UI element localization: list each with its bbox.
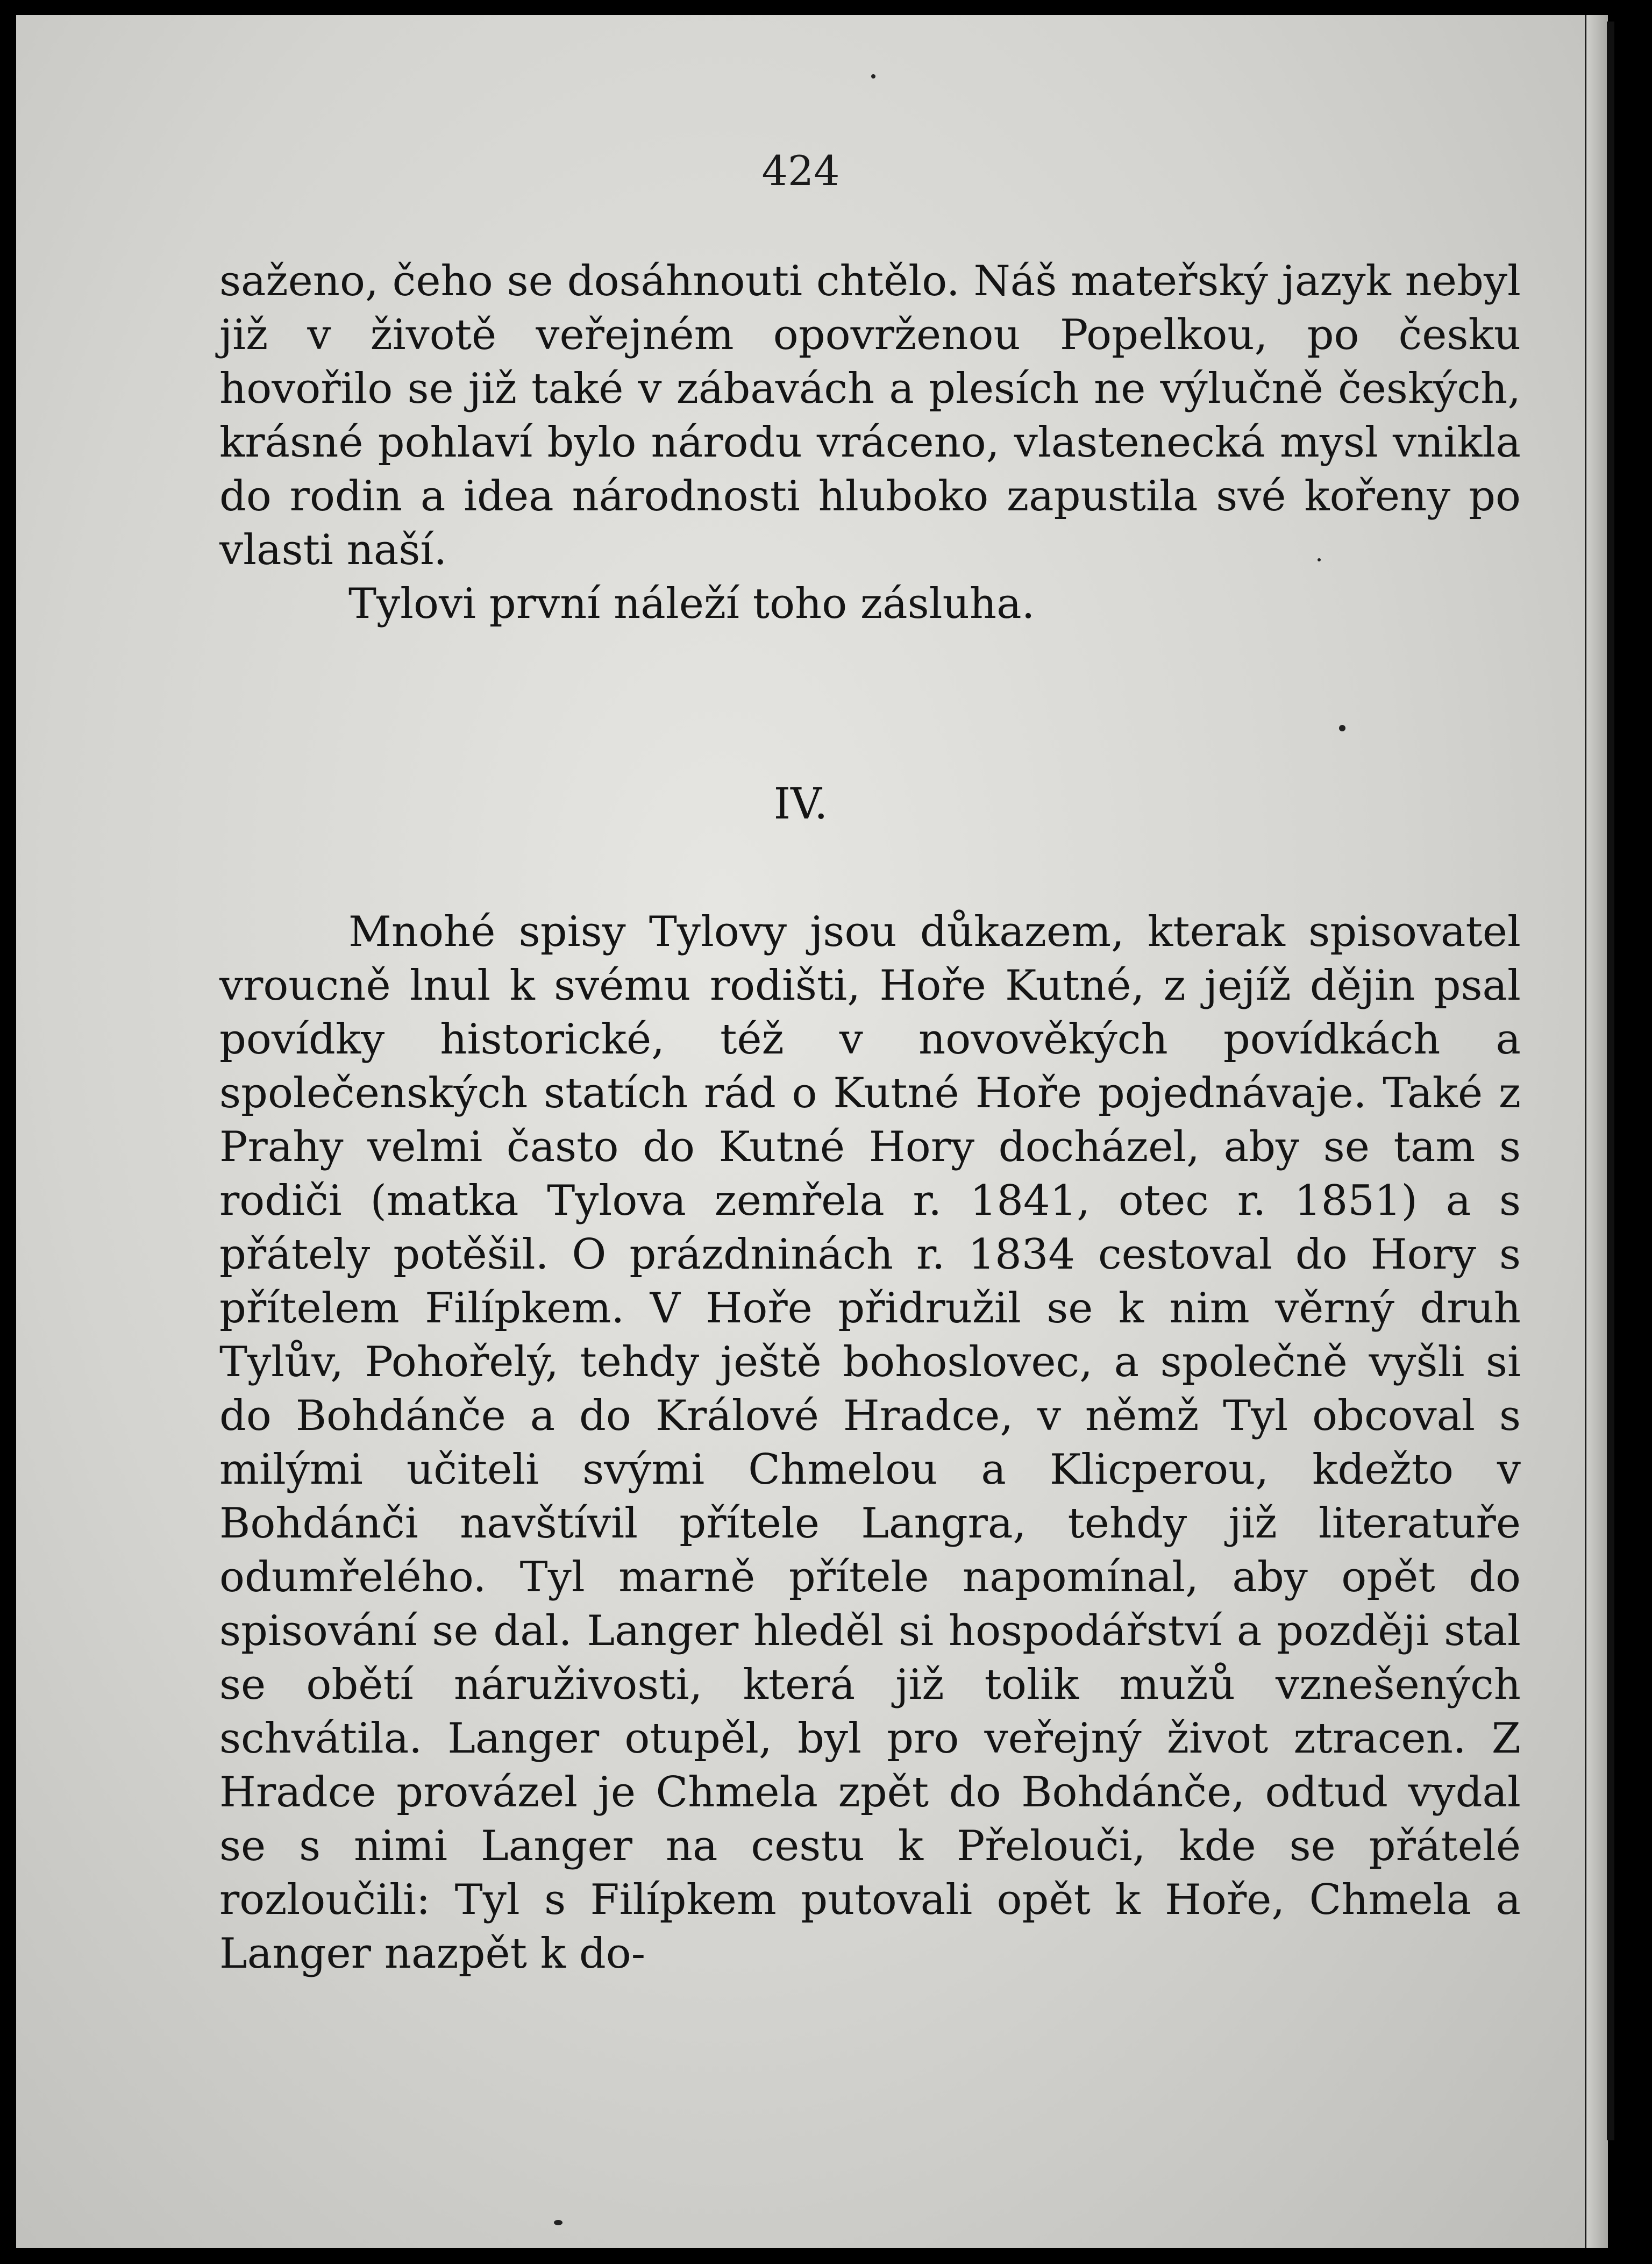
paragraph-continued: saženo, čeho se dosáhnouti chtělo. Náš mateřský jazyk nebyl již v životě veřejném opovrženou Popelkou, po česku hovořilo se již také v zábavách a plesích ne výlučně českých, krásné pohlaví bylo národu vráceno, vlastenecká mysl vnikla do rodin a idea národnosti hluboko zapustila své kořeny po vlasti naší. (219, 257, 1521, 574)
binding-edge-line (1607, 22, 1614, 2140)
print-speck (554, 2220, 562, 2225)
text-block-section-iv (219, 905, 1521, 1981)
paragraph-merit: Tylovi první náleží toho zásluha. (348, 580, 1035, 628)
paragraph-section-iv: Mnohé spisy Tylovy jsou důkazem, kterak spisovatel vroucně lnul k svému rodišti, Hoře Kutné, z jejíž dějin psal povídky historické, též v novověkých povídkách a společenských statích rád o Kutné Hoře pojednávaje. Také z Prahy velmi často do Kutné Hory docházel, aby se tam s rodiči (matka Tylova zemřela r. 1841, otec r. 1851) a s přátely potěšil. O prázdninách r. 1834 cestoval do Hory s přítelem Filípkem. V Hoře přidružil se k nim věrný druh Tylův, Pohořelý, tehdy ještě bohoslovec, a společně vyšli si do Bohdánče a do Králové Hradce, v němž Tyl obcoval s milými učiteli svými Chmelou a Klicperou, kdežto v Bohdánči navštívil přítele Langra, tehdy již literatuře odumřelého. Tyl marně přítele napomínal, aby opět do spisování se dal. Langer hleděl si hospodářství a později stal se obětí náruživosti, která již tolik mužů vznešených schvátila. Langer otupěl, byl pro veřejný život ztracen. Z Hradce provázel je Chmela zpět do Bohdánče, odtud vydal se s nimi Langer na cestu k Přelouči, kde se přátelé rozloučili: Tyl s Filípkem putovali opět k Hoře, Chmela a Langer nazpět k do- (219, 908, 1521, 1978)
print-speck (871, 74, 875, 79)
print-speck (1318, 558, 1321, 561)
page-number: 424 (761, 147, 840, 195)
text-block-top (219, 254, 1521, 631)
scanned-page (16, 15, 1585, 2248)
section-heading: IV. (773, 779, 828, 829)
page-edge (1586, 15, 1608, 2248)
print-speck (1339, 725, 1345, 731)
